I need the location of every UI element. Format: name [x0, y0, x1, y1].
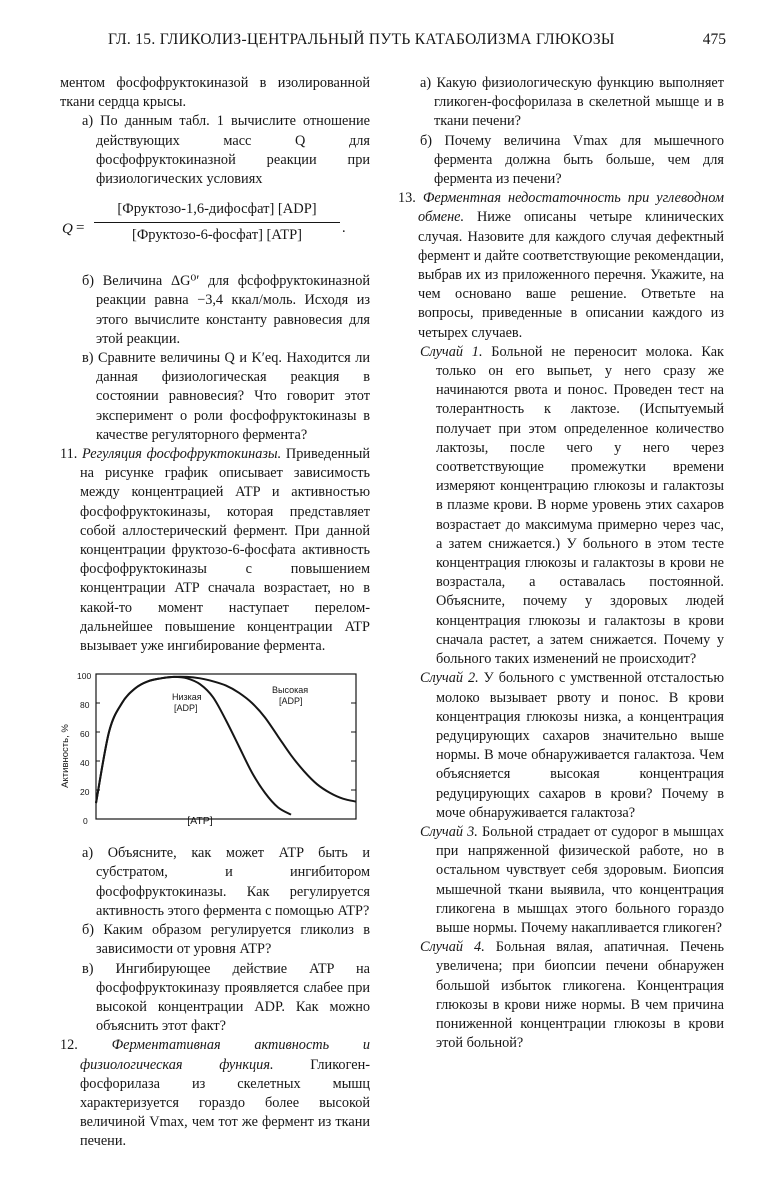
- series-label-low-adp-line1: Низкая: [172, 692, 202, 703]
- question-10b-label: б): [82, 273, 95, 290]
- question-12a-label: а): [420, 75, 432, 91]
- running-header: [60, 31, 726, 53]
- question-10b-text: Величина ΔG⁰′ для фсфофруктокиназной реакции равна −3,4 ккал/моль. Исходя из этого вычислите константу равновесия для этой реакции.: [96, 273, 370, 347]
- formula-numerator: [Фруктозо-1,6-дифосфат] [ADP]: [117, 201, 317, 218]
- case-3-label: Случай 3.: [420, 823, 478, 840]
- question-10c: [60, 349, 370, 445]
- question-12a: [398, 74, 724, 132]
- question-10a: [60, 112, 370, 189]
- page-number: 475: [702, 31, 726, 48]
- y-axis-label: Активность, %: [60, 724, 71, 789]
- case-3-text: Больной страдает от судорог в мышцах при напряженной физической работе, но в остальном чувствует себя здоровым. Биопсия мышечной ткани выявила, что концентрация гликогена в мышцах этого больного гораздо выше нормы. Почему накапливается гликоген?: [436, 823, 725, 936]
- question-11c: [60, 960, 370, 1037]
- formula-lhs: Q: [62, 221, 73, 238]
- question-10a-label: а): [82, 113, 94, 130]
- question-10c-label: в): [82, 350, 94, 367]
- question-11b-label: б): [82, 922, 95, 939]
- question-12: [60, 1036, 370, 1151]
- question-11c-text: Ингибирующее действие ATP на фосфофруктокиназу проявляется слабее при высокой концентрации ADP. Как можно объяснить этот факт?: [96, 960, 370, 1035]
- pfk-chart-svg: [60, 666, 370, 836]
- y-tick-labels: [77, 671, 91, 826]
- series-label-high-adp-line2: [ADP]: [279, 696, 303, 707]
- question-12-number: 12.: [60, 1037, 78, 1054]
- question-11-title: Регуляция фосфофруктокиназы.: [82, 446, 282, 463]
- x-axis-label: [ATP]: [187, 815, 213, 828]
- y-tick-label: 80: [80, 700, 90, 711]
- question-12b-label: б): [420, 132, 433, 149]
- question-12b: [398, 132, 724, 190]
- chapter-title: ГЛ. 15. ГЛИКОЛИЗ-ЦЕНТРАЛЬНЫЙ ПУТЬ КАТАБОЛИЗМА ГЛЮКОЗЫ: [108, 31, 615, 48]
- question-11: [60, 445, 370, 656]
- case-4: [398, 938, 724, 1053]
- question-12-title: Ферментативная активность и физиологическая функция.: [80, 1037, 370, 1073]
- plot-frame: [96, 674, 356, 819]
- question-13-title: Ферментная недостаточность при углеводном обмене.: [418, 190, 724, 226]
- series-line-high-adp: [96, 677, 356, 803]
- case-3: [398, 823, 724, 938]
- case-4-label: Случай 4.: [420, 939, 485, 956]
- case-2-text: У больного с умственной отсталостью молоко вызывает рвоту и понос. В крови концентрация глюкозы низка, а концентрация редуцирующих сахаров значительно выше нормы. В моче обнаруживается галактоза. Чем объясняется высокая концентрация редуцирующих сахаров в крови? Почему в моче обнаруживается галактоза?: [436, 670, 725, 821]
- y-tick-label: 40: [80, 758, 90, 769]
- question-12-text: Гликоген-фосфорилаза из скелетных мышц характеризуется гораздо более высокой величиной Vmax, чем тот же фермент из ткани печени.: [80, 1056, 370, 1150]
- right-column: [398, 74, 724, 1053]
- question-13: [398, 189, 724, 343]
- case-1-text: Больной не переносит молока. Как только он его выпьет, у него сразу же начинаются рвота и понос. Проведен тест на толерантность к лактозе. (Испытуемый получает при этом определенное количество лактозы, после чего у него через соответствующие промежутки времени измеряют концентрацию глюкозы и галактозы в плазме крови. В норме уровень этих сахаров возрастает до максимума примерно через час, а затем снижается.) У больного в этом тесте концентрация глюкозы и галактозы в крови не возрастала, а оставалась постоянной. Объясните, почему у здоровых людей концентрация глюкозы и галактозы в крови сначала растет, а затем снижается. Почему у больного таких изменений не происходит?: [436, 343, 724, 668]
- y-tick-label: 0: [83, 816, 88, 827]
- question-11-number: 11.: [60, 446, 78, 463]
- question-11b-text: Каким образом регулируется гликолиз в зависимости от уровня ATP?: [96, 922, 370, 958]
- question-10b: [60, 272, 370, 349]
- series-label-low-adp-line2: [ADP]: [174, 703, 198, 714]
- pfk-activity-chart: [60, 666, 370, 836]
- question-11a: [60, 844, 370, 921]
- question-11a-label: а): [82, 845, 94, 862]
- y-tick-label: 100: [77, 671, 92, 682]
- question-11c-label: в): [82, 960, 94, 977]
- mass-action-formula: [60, 200, 370, 260]
- left-column: [60, 74, 370, 1152]
- question-12a-text: Какую физиологическую функцию выполняет гликоген-фосфорилаза в скелетной мышце и в ткани печени?: [434, 75, 724, 130]
- question-10c-text: Сравните величины Q и K′eq. Находится ли данная физиологическая реакция в состоянии равновесия? Что говорит этот эксперимент о роли фосфофруктокиназы в качестве регуляторного фермента?: [96, 350, 370, 443]
- case-1-label: Случай 1.: [420, 343, 483, 360]
- question-11b: [60, 921, 370, 959]
- question-11a-text: Объясните, как может ATP быть и субстратом, и ингибитором фосфофруктокиназы. Как регулируется активность этого фермента с помощью ATP?: [96, 845, 371, 919]
- case-4-text: Больная вялая, апатичная. Печень увеличена; при биопсии печени обнаружен большой избыток гликогена. Концентрация глюкозы в крови ниже нормы. В чем причина пониженной концентрации глюкозы в крови этой больной?: [436, 939, 725, 1052]
- formula-fraction: [94, 200, 340, 245]
- case-2-label: Случай 2.: [420, 670, 479, 687]
- question-12b-text: Почему величина Vmax для мышечного фермента должна быть больше, чем для фермента из печени?: [434, 132, 724, 188]
- formula-equals: =: [76, 220, 85, 237]
- series-label-high-adp-line1: Высокая: [272, 685, 309, 696]
- y-tick-label: 20: [80, 787, 90, 798]
- question-13-text: Ниже описаны четыре клинических случая. Назовите для каждого случая дефектный фермент и дайте соответствующие рекомендации, выбрав их из приложенного перечня. Укажите, на чем основано ваше решение. Ответьте на вопросы, приведенные в описании каждого из четырех случаев.: [418, 209, 724, 341]
- question-11-text: Приведенный на рисунке график описывает зависимость между концентрацией ATP и активностью фосфофруктокиназы, которая представляет собой аллостерический фермент. При данной концентрации фруктозо-6-фосфата активность фосфофруктокиназы с повышением концентрации ATP сначала возрастает, но в какой-то момент наступает перелом-дальнейшее повышение концентрации ATP вызывает уже ингибирование фермента.: [80, 446, 371, 655]
- fraction-bar: [94, 222, 340, 223]
- formula-denominator: [Фруктозо-6-фосфат] [ATP]: [132, 227, 302, 244]
- case-2: [398, 669, 724, 823]
- formula-period: .: [342, 220, 346, 237]
- case-1: [398, 343, 724, 669]
- y-tick-label: 60: [80, 729, 90, 740]
- question-10a-text: По данным табл. 1 вычислите отношение действующих масс Q для фосфофруктокиназной реакции при физиологических условиях: [96, 113, 370, 188]
- question-13-number: 13.: [398, 190, 416, 207]
- intro-paragraph: ментом фосфофруктокиназой в изолированной ткани сердца крысы.: [60, 75, 370, 111]
